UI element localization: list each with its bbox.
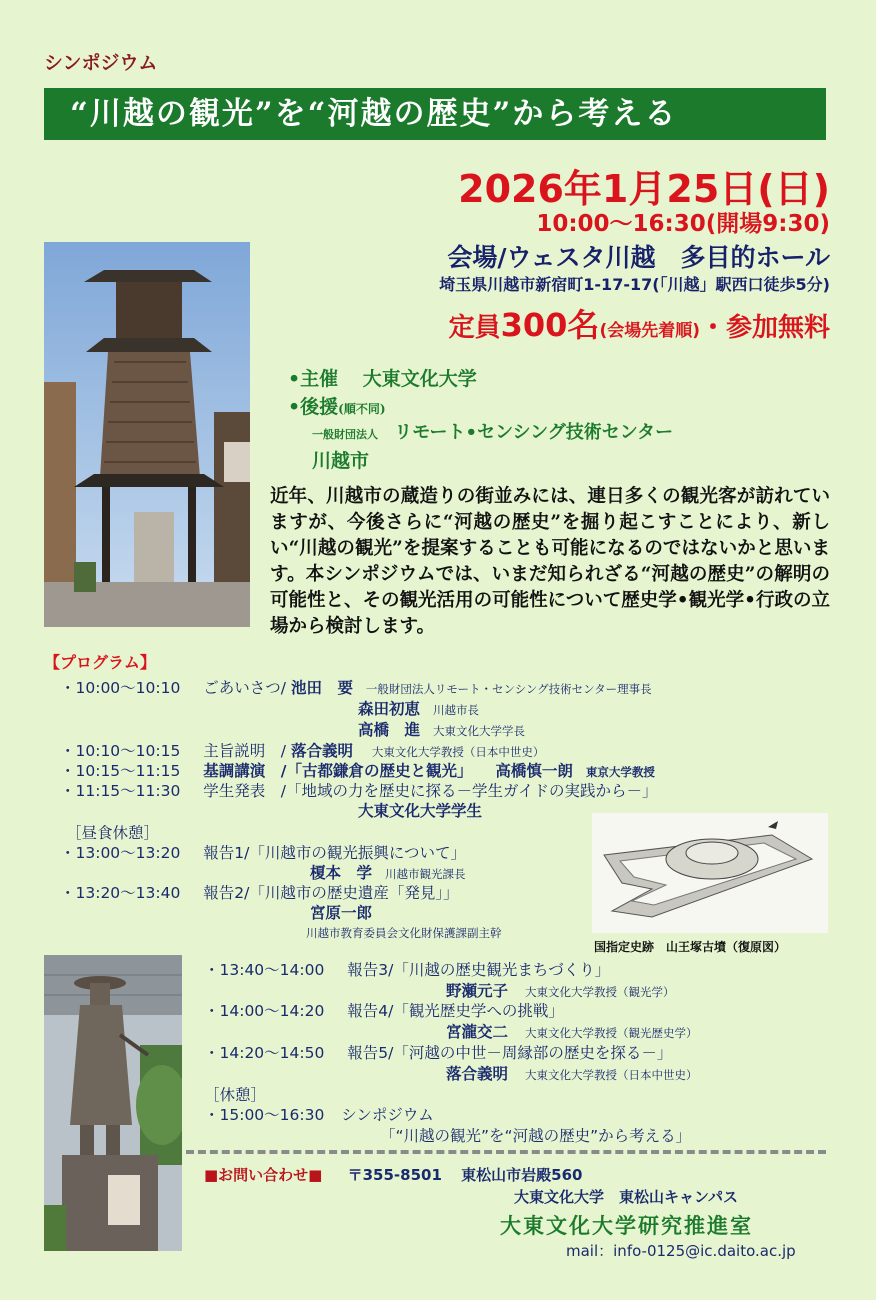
speaker-affiliation: 大東文化大学教授（観光歴史学） xyxy=(524,1026,698,1040)
host-label: •主催 xyxy=(288,368,339,390)
speaker-name: 大東文化大学学生 xyxy=(358,802,483,820)
contact-campus: 大東文化大学 東松山キャンパス xyxy=(514,1188,738,1206)
speaker-affiliation: 東京大学教授 xyxy=(585,765,655,779)
program-time: ・14:20〜14:50 xyxy=(204,1044,325,1062)
support-note: (順不同) xyxy=(338,402,386,416)
program-heading: 【プログラム】 xyxy=(44,653,156,672)
intro-paragraph: 近年、川越市の蔵造りの街並みには、連日多くの観光客が訪れていますが、今後さらに“河越の歴史”を掘り起こすことにより、新しい“川越の観光”を提案することも可能になるのではないかと思います。本シンポジウムでは、いまだ知られざる“河越の歴史”の解明の可能性と、その観光活用の可能性について歴史学•観光学•行政の立場から検討します。 xyxy=(270,486,830,637)
speaker-name: 宮瀧交二 xyxy=(446,1023,509,1041)
program-row-1b xyxy=(358,697,479,719)
speaker-name: 榎本 学 xyxy=(310,864,373,882)
bell-tower-photo xyxy=(44,242,250,627)
host-line xyxy=(288,364,477,391)
program-row-10b: 「“川越の観光”を“河越の歴史”から考える」 xyxy=(380,1127,692,1145)
speaker-name: 森田初恵 xyxy=(358,700,421,718)
capacity-prefix: 定員 xyxy=(448,313,501,343)
program-row-7 xyxy=(204,958,610,980)
supporter-1-name: リモート•センシング技術センター xyxy=(394,422,674,443)
program-title: 報告5/「河越の中世－周縁部の歴史を探る－」 xyxy=(347,1044,673,1062)
program-row-6 xyxy=(60,881,459,903)
program-time: ・13:40〜14:00 xyxy=(204,961,325,979)
program-time: ・10:00〜10:10 xyxy=(60,679,181,697)
program-row-1c xyxy=(358,718,525,740)
program-row-2 xyxy=(60,739,544,761)
event-date: 2026年1月25日(日) xyxy=(458,167,830,211)
program-title: 学生発表 /「地域の力を歴史に探る－学生ガイドの実践から－」 xyxy=(203,782,658,800)
speaker-affiliation: 一般財団法人リモート・センシング技術センター理事長 xyxy=(365,682,652,696)
program-time: ・13:20〜13:40 xyxy=(60,884,181,902)
program-row-6c: 川越市教育委員会文化財保護課副主幹 xyxy=(306,926,502,940)
support-line xyxy=(288,392,386,419)
capacity-line xyxy=(449,300,830,346)
capacity-number: 300名 xyxy=(500,306,600,344)
speaker-name: 野瀬元子 xyxy=(446,982,509,1000)
contact-office: 大東文化大学研究推進室 xyxy=(500,1213,753,1238)
contact-label: ■お問い合わせ■ xyxy=(204,1166,323,1184)
lunch-break: ［昼食休憩］ xyxy=(66,824,160,842)
kofun-diagram xyxy=(592,813,828,933)
divider xyxy=(186,1150,826,1154)
speaker-affiliation: 大東文化大学教授（日本中世史） xyxy=(371,745,545,759)
speaker-affiliation: 川越市観光課長 xyxy=(384,867,466,881)
event-type-label: シンポジウム xyxy=(44,52,158,74)
speaker-name: 池田 要 xyxy=(290,679,353,697)
event-venue: 会場/ウェスタ川越 多目的ホール xyxy=(447,243,830,272)
program-row-7b xyxy=(446,979,674,1001)
program-title: 主旨説明 / xyxy=(203,742,287,760)
program-row-3 xyxy=(60,759,655,781)
supporter-1-type: 一般財団法人 xyxy=(312,428,378,441)
program-row-8 xyxy=(204,999,564,1021)
program-time: ・11:15〜11:30 xyxy=(60,782,181,800)
statue-photo xyxy=(44,955,182,1251)
supporter-1 xyxy=(312,418,673,444)
speaker-affiliation: 大東文化大学教授（日本中世史） xyxy=(524,1068,698,1082)
program-title: 報告3/「川越の歴史観光まちづくり」 xyxy=(347,961,611,979)
speaker-name: 宮原一郎 xyxy=(310,904,373,922)
program-time: ・13:00〜13:20 xyxy=(60,844,181,862)
program-title: シンポジウム xyxy=(341,1106,434,1124)
program-row-1 xyxy=(60,676,652,698)
figure-caption: 国指定史跡 山王塚古墳（復原図） xyxy=(594,940,787,954)
program-row-4b xyxy=(358,799,482,821)
program-time: ・10:15〜11:15 xyxy=(60,762,181,780)
speaker-name: 落合義明 xyxy=(290,742,353,760)
program-title: ごあいさつ/ xyxy=(203,679,287,697)
program-row-9b xyxy=(446,1062,697,1084)
program-title: 報告1/「川越市の観光振興について」 xyxy=(203,844,467,862)
break: ［休憩］ xyxy=(204,1086,267,1104)
event-title: “川越の観光”を“河越の歴史”から考える xyxy=(44,88,826,140)
event-time: 10:00〜16:30(開場9:30) xyxy=(536,211,830,237)
program-time: ・15:00〜16:30 xyxy=(204,1106,325,1124)
speaker-affiliation: 大東文化大学学長 xyxy=(432,724,525,738)
program-row-6b xyxy=(310,901,372,923)
program-title: 基調講演 /「古都鎌倉の歴史と観光」 xyxy=(203,762,473,780)
contact-email[interactable]: mail：info-0125@ic.daito.ac.jp xyxy=(566,1242,796,1260)
venue-address: 埼玉県川越市新宿町1-17-17(「川越」駅西口徒歩5分) xyxy=(439,275,830,294)
speaker-name: 高橋慎一朗 xyxy=(495,762,573,780)
program-row-5b xyxy=(310,861,465,883)
program-row-4 xyxy=(60,779,658,801)
free-admission: ・参加無料 xyxy=(699,313,830,343)
speaker-name: 落合義明 xyxy=(446,1065,509,1083)
program-row-9 xyxy=(204,1041,672,1063)
program-row-8b xyxy=(446,1020,697,1042)
support-label: •後援 xyxy=(288,396,339,418)
program-title: 報告4/「観光歴史学への挑戦」 xyxy=(347,1002,564,1020)
program-title: 報告2/「川越市の歴史遺産「発見」」 xyxy=(203,884,459,902)
speaker-affiliation: 川越市長 xyxy=(432,703,479,717)
host-name: 大東文化大学 xyxy=(362,368,477,390)
speaker-name: 高橋 進 xyxy=(358,721,421,739)
speaker-affiliation: 大東文化大学教授（観光学） xyxy=(524,985,675,999)
supporter-2: 川越市 xyxy=(312,450,370,472)
contact-postal: 〒355-8501 xyxy=(347,1166,442,1184)
program-time: ・10:10〜10:15 xyxy=(60,742,181,760)
capacity-note: (会場先着順) xyxy=(599,321,700,341)
program-row-5 xyxy=(60,841,466,863)
contact-line xyxy=(204,1164,582,1185)
contact-address: 東松山市岩殿560 xyxy=(461,1166,583,1184)
program-row-10 xyxy=(204,1103,434,1125)
program-time: ・14:00〜14:20 xyxy=(204,1002,325,1020)
